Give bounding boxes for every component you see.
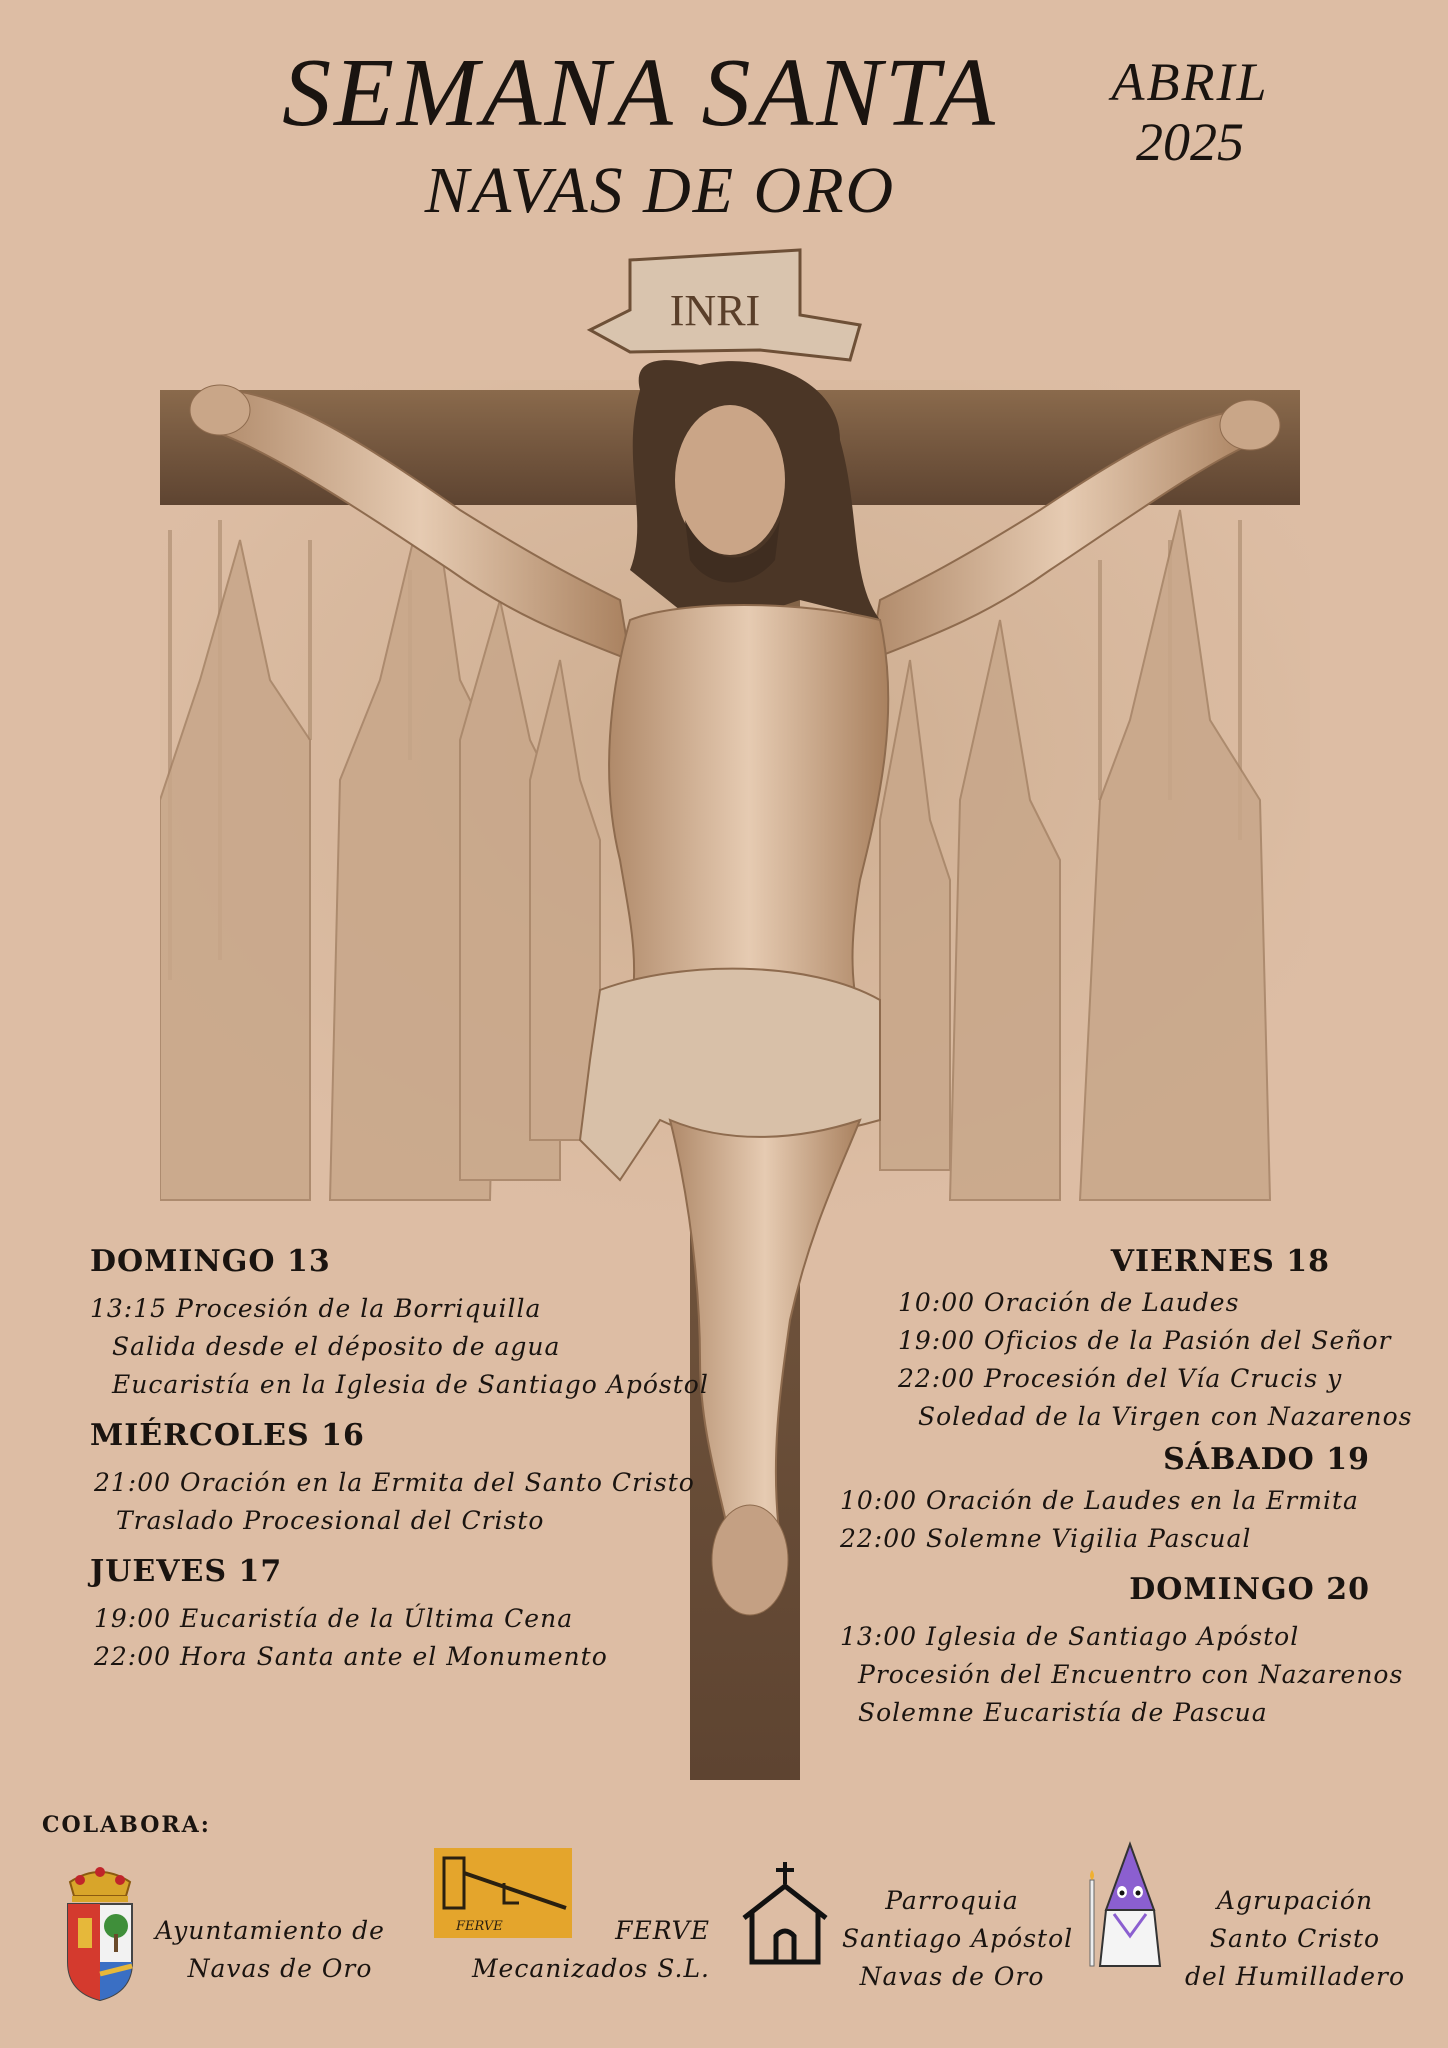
event-line: Eucaristía en la Iglesia de Santiago Apóstol [112, 1370, 709, 1399]
schedule-left [90, 1242, 710, 1676]
day-title: SÁBADO 19 [1163, 1442, 1370, 1477]
event-line: 22:00 Hora Santa ante el Monumento [94, 1642, 608, 1671]
date-year: 2025 [1136, 112, 1244, 172]
sponsor-agrupacion [1170, 1882, 1420, 1996]
poster-subtitle: NAVAS DE ORO [424, 154, 896, 227]
coat-of-arms-icon [60, 1862, 140, 2002]
day-title: VIERNES 18 [1110, 1244, 1330, 1279]
sponsor-ayuntamiento [150, 1912, 390, 1988]
event-line: Solemne Eucaristía de Pascua [858, 1698, 1268, 1727]
day-title: DOMINGO 20 [1129, 1572, 1370, 1607]
sponsor-line: FERVE [615, 1916, 710, 1945]
sponsor-line: del Humilladero [1184, 1962, 1406, 1991]
day-title: JUEVES 17 [90, 1554, 283, 1589]
sponsor-line: Mecanizados S.L. [471, 1954, 710, 1983]
day-domingo-20 [830, 1570, 1404, 1732]
event-line: 22:00 Procesión del Vía Crucis y [898, 1364, 1343, 1393]
day-viernes-18 [830, 1242, 1413, 1436]
colabora-label: COLABORA: [42, 1812, 211, 1838]
sponsor-line: Parroquia [885, 1886, 1019, 1915]
sponsor-line: Navas de Oro [859, 1962, 1045, 1991]
day-title: MIÉRCOLES 16 [90, 1418, 365, 1453]
event-line: 10:00 Oración de Laudes en la Ermita [840, 1486, 1359, 1515]
nazareno-icon [1084, 1840, 1174, 1970]
event-line: Soledad de la Virgen con Nazarenos [918, 1402, 1413, 1431]
day-title: DOMINGO 13 [90, 1244, 331, 1279]
sponsor-line: Navas de Oro [187, 1954, 373, 1983]
inri-text: INRI [669, 286, 761, 335]
poster-title: SEMANA SANTA [282, 39, 998, 147]
church-icon [738, 1860, 832, 1966]
inri-plaque [590, 250, 860, 360]
event-line: Salida desde el déposito de agua [112, 1332, 561, 1361]
event-line: Traslado Procesional del Cristo [116, 1506, 545, 1535]
sponsor-line: Agrupación [1216, 1886, 1374, 1915]
day-jueves-17 [90, 1552, 710, 1676]
event-line: Procesión del Encuentro con Nazarenos [858, 1660, 1404, 1689]
event-line: 19:00 Oficios de la Pasión del Señor [898, 1326, 1392, 1355]
event-line: 10:00 Oración de Laudes [898, 1288, 1240, 1317]
ferve-logo-text: FERVE [456, 1919, 503, 1934]
day-domingo-13 [90, 1242, 710, 1404]
event-line: 21:00 Oración en la Ermita del Santo Cristo [94, 1468, 695, 1497]
sponsor-line: Santiago Apóstol [842, 1924, 1074, 1953]
event-line: 13:00 Iglesia de Santiago Apóstol [840, 1622, 1300, 1651]
sponsor-line: Ayuntamiento de [155, 1916, 385, 1945]
day-sabado-19 [830, 1440, 1370, 1558]
date-month: ABRIL [1111, 52, 1269, 112]
sponsor-ferve [470, 1912, 710, 1988]
event-line: 22:00 Solemne Vigilia Pascual [840, 1524, 1252, 1553]
event-line: 19:00 Eucaristía de la Última Cena [94, 1604, 574, 1633]
day-miercoles-16 [90, 1416, 710, 1540]
event-line: 13:15 Procesión de la Borriquilla [90, 1294, 542, 1323]
sponsor-line: Santo Cristo [1209, 1924, 1381, 1953]
sponsor-parroquia [842, 1882, 1074, 1996]
schedule-right [830, 1242, 1413, 1732]
